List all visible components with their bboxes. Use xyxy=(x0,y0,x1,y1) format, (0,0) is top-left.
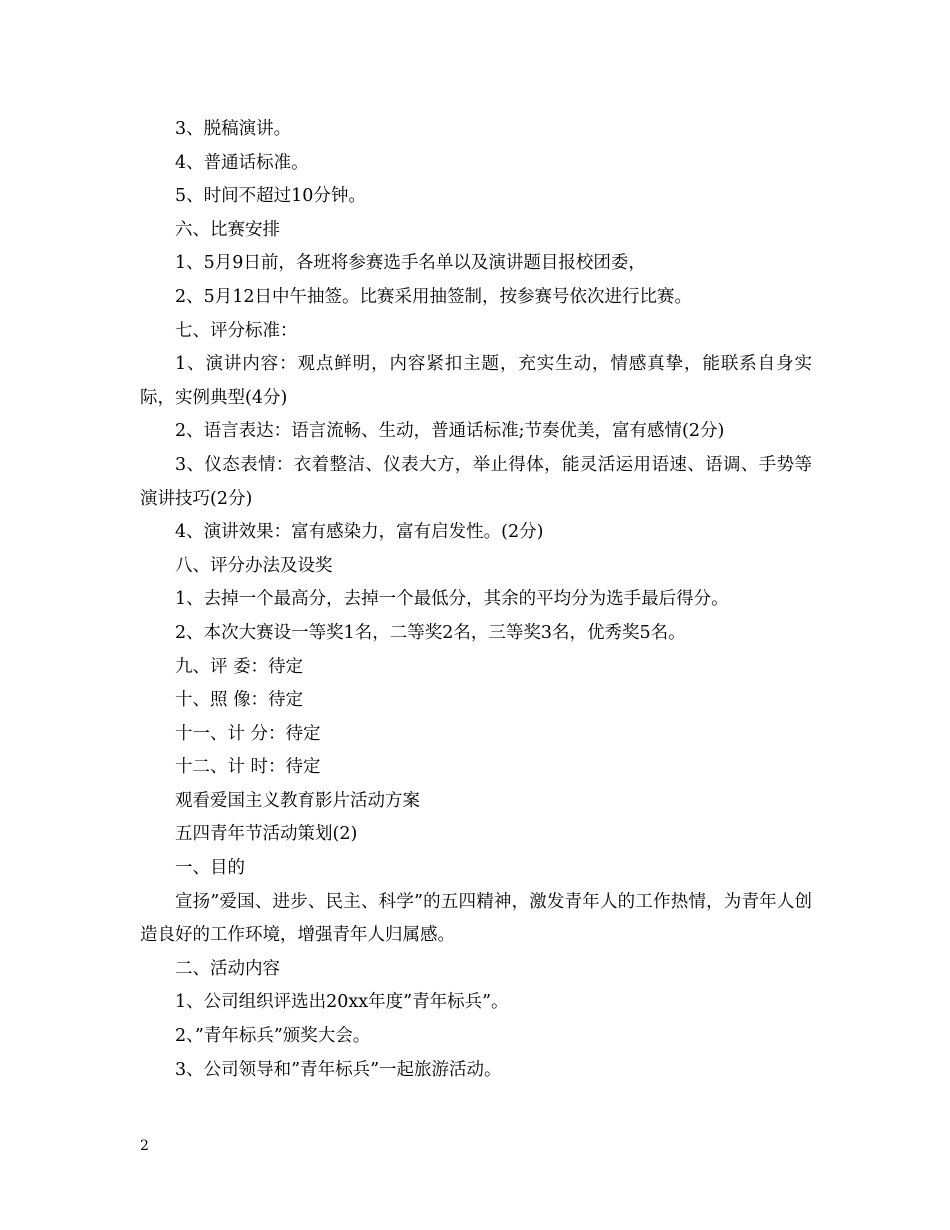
paragraph-criteria-3: 3、仪态表情：衣着整洁、仪表大方，举止得体，能灵活运用语速、语调、手势等演讲技巧(2分) xyxy=(140,454,812,509)
page-number: 2 xyxy=(140,1138,149,1154)
paragraph-criteria-2: 2、语言表达：语言流畅、生动，普通话标准;节奏优美，富有感情(2分) xyxy=(175,421,725,442)
paragraph-activity-1: 1、公司组织评选出20xx年度”青年标兵”。 xyxy=(175,992,509,1013)
section-heading-judges: 九、评 委：待定 xyxy=(175,656,304,677)
paragraph-purpose: 宣扬”爱国、进步、民主、科学”的五四精神，激发青年人的工作热情，为青年人创造良好的工作环境，增强青年人归属感。 xyxy=(140,891,812,946)
section-heading-criteria: 七、评分标准： xyxy=(175,320,298,341)
section-heading-scoring: 八、评分办法及设奖 xyxy=(175,555,333,576)
paragraph-requirement-4: 4、普通话标准。 xyxy=(175,152,309,173)
paragraph-criteria-1: 1、演讲内容：观点鲜明，内容紧扣主题，充实生动，情感真挚，能联系自身实际，实例典型(4分) xyxy=(140,354,812,408)
paragraph-scoring-2: 2、本次大赛设一等奖1名，二等奖2名，三等奖3名，优秀奖5名。 xyxy=(175,622,686,643)
document-title-film-activity: 观看爱国主义教育影片活动方案 xyxy=(175,790,420,811)
paragraph-schedule-1: 1、5月9日前，各班将参赛选手名单以及演讲题目报校团委， xyxy=(175,253,646,274)
document-body xyxy=(140,113,812,1087)
paragraph-criteria-4: 4、演讲效果：富有感染力，富有启发性。(2分) xyxy=(175,522,544,543)
section-heading-photography: 十、照 像：待定 xyxy=(175,690,304,711)
paragraph-scoring-1: 1、去掉一个最高分，去掉一个最低分，其余的平均分为选手最后得分。 xyxy=(175,589,729,610)
section-heading-schedule: 六、比赛安排 xyxy=(175,219,280,240)
document-title-youth-day: 五四青年节活动策划(2) xyxy=(175,824,358,845)
paragraph-activity-2: 2、”青年标兵”颁奖大会。 xyxy=(175,1026,371,1047)
paragraph-requirement-5: 5、时间不超过10分钟。 xyxy=(175,186,366,207)
section-heading-activities: 二、活动内容 xyxy=(175,958,280,979)
paragraph-schedule-2: 2、5月12日中午抽签。比赛采用抽签制，按参赛号依次进行比赛。 xyxy=(175,286,693,307)
paragraph-requirement-3: 3、脱稿演讲。 xyxy=(175,119,292,139)
section-heading-timekeeping: 十二、计 时：待定 xyxy=(175,757,321,778)
section-heading-scorekeeping: 十一、计 分：待定 xyxy=(175,723,321,744)
section-heading-purpose: 一、目的 xyxy=(175,858,245,879)
paragraph-activity-3: 3、公司领导和”青年标兵”一起旅游活动。 xyxy=(175,1059,502,1080)
